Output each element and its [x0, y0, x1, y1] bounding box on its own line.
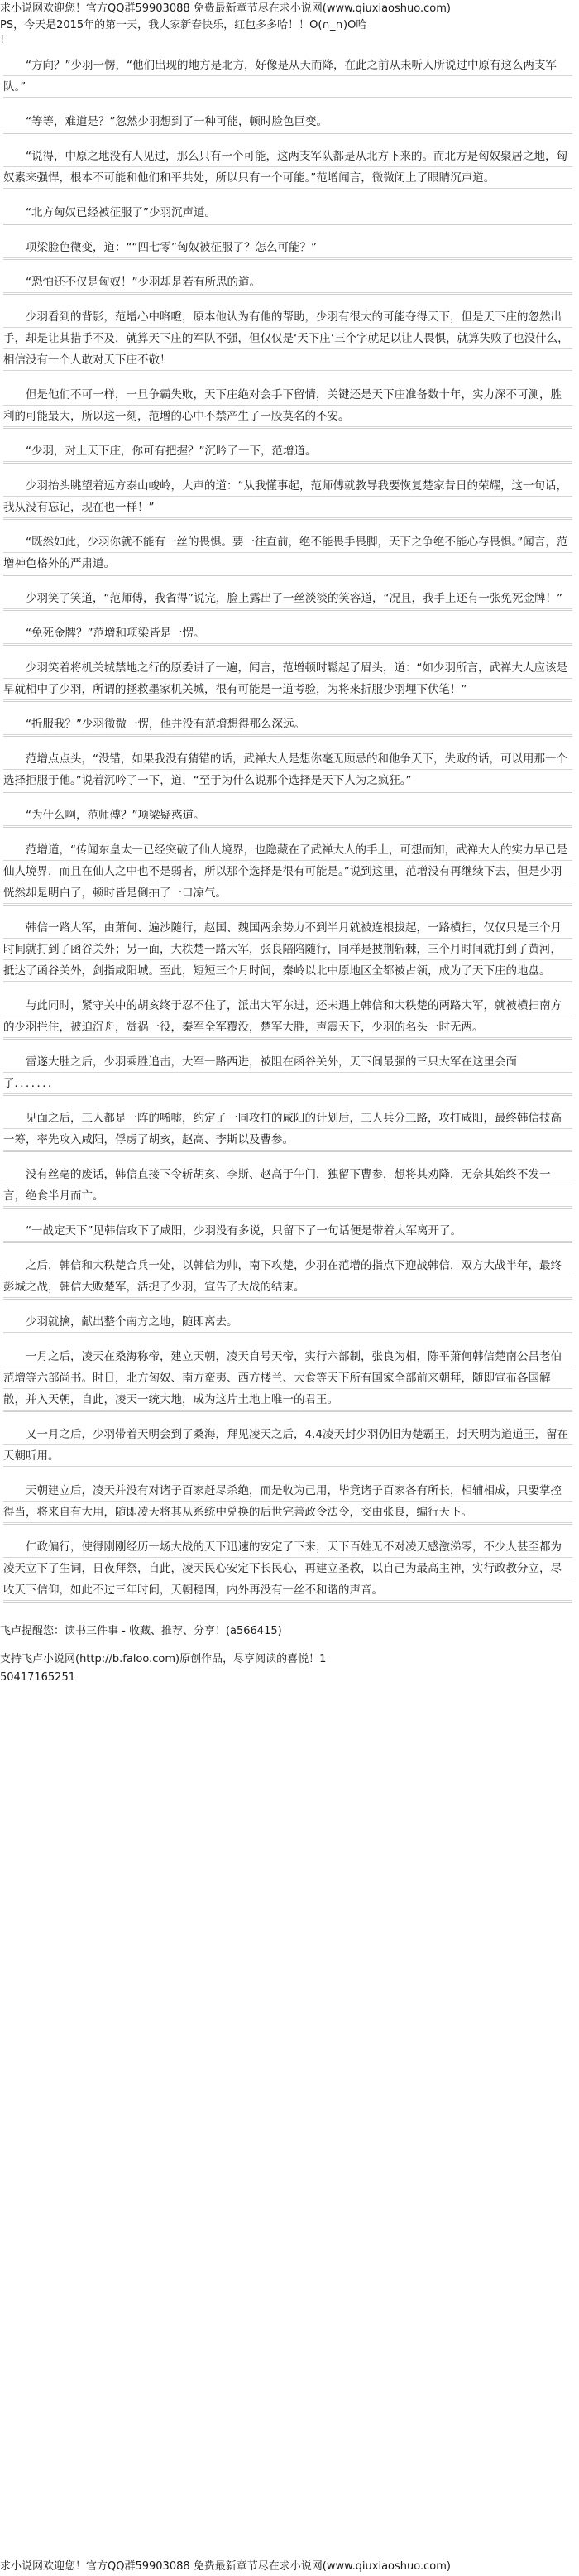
chapter-id: 50417165251: [0, 1671, 75, 1684]
paragraph: 见面之后，三人都是一阵的唏嘘，约定了一同攻打的咸阳的计划后，三人兵分三路，攻打咸阳，最终韩信技高一筹，率先攻入咸阳，俘虏了胡亥，赵高、李斯以及曹参。: [3, 1108, 572, 1152]
paragraph: 又一月之后，少羽带着天明会到了桑海，拜见凌天之后，4.4凌天封少羽仍旧为楚霸王，封天明为道道王，留在天朝听用。: [3, 1424, 572, 1468]
paragraph: “为什么啊，范师傅？”项梁疑惑道。: [3, 805, 572, 828]
paragraph: 范增道，“传闻东皇太一已经突破了仙人境界，也隐藏在了武禅大人的手上，可想而知，武禅大人的实力早已是仙人境界，而且在仙人之中也不是弱者，所以那个选择是很有可能是。”说到这里，范增没有再继续下去，但是少羽恍然却是明白了，顿时皆是倒抽了一口凉气。: [3, 839, 572, 906]
paragraph: “说得，中原之地没有人见过，那么只有一个可能，这两支军队都是从北方下来的。而北方是匈奴聚居之地，匈奴素来强悍，根本不可能和他们和平共处，所以只有一个可能。”范增闻言，微微闭上了眼睛沉声道。: [3, 146, 572, 190]
note-mark: !: [0, 34, 5, 46]
paragraph: 范增点点头，“没错，如果我没有猜错的话，武禅大人是想你毫无顾忌的和他争天下，失败的话，可以用那一个选择拒服于他。”说着沉吟了一下，道，“至于为什么说那个选择是天下人为之疯狂。”: [3, 748, 572, 793]
paragraph: “既然如此，少羽你就不能有一丝的畏惧。要一往直前，绝不能畏手畏脚，天下之争绝不能心存畏惧。”闻言，范增神色格外的严肃道。: [3, 531, 572, 576]
paragraph: 一月之后，凌天在桑海称帝，建立天朝，凌天自号天帝，实行六部制，张良为相，陈平萧何韩信楚南公吕老伯范增等六部尚书。时日，北方匈奴、南方蛮夷、西方楼兰、大食等天下所有国家全部前来朝拜，随即宣布各国解散，并入天朝，自此，凌天一统大地，成为这片土地上唯一的君王。: [3, 1346, 572, 1412]
paragraph: “免死金牌？”范增和项梁皆是一愣。: [3, 622, 572, 646]
paragraph: 仁政偏行，使得刚刚经历一场大战的天下迅速的安定了下来，天下百姓无不对凌天感激涕零，不少人甚至都为凌天立下了生词，日夜拜祭，自此，凌天民心安定下长民心，再建立圣教，以自己为最高主神，实行政教分立，尽收天下信仰，如此不过三年时间，天朝稳固，内外再没有一丝不和谐的声音。: [3, 1536, 572, 1603]
support-line[interactable]: 支持飞卢小说网(http://b.faloo.com)原创作品，尽享阅读的喜悦！1: [0, 1653, 327, 1665]
paragraph: 天朝建立后，凌天并没有对诸子百家赶尽杀绝，而是收为己用，毕竟诸子百家各有所长，相辅相成，只要掌控得当，将来自有大用，随即凌天将其从系统中兑换的后世完善政令法令，交由张良，编行天下。: [3, 1480, 572, 1525]
paragraph: 与此同时，紧守关中的胡亥终于忍不住了，派出大军东进，还未遇上韩信和大秩楚的两路大军，就被横扫南方的少羽拦住，被迫沉舟，赏祸一役，秦军全军覆没，楚军大胜，声震天下，少羽的名头一时无两。: [3, 995, 572, 1040]
paragraph: 雷遂大胜之后，少羽乘胜追击，大军一路西进，被阻在函谷关外，天下间最强的三只大军在这里会面了．．．．．．．: [3, 1051, 572, 1096]
paragraph: 少羽就擒，献出整个南方之地，随即离去。: [3, 1311, 572, 1334]
paragraph: “一战定天下”见韩信攻下了咸阳，少羽没有多说，只留下了一句话便是带着大军离开了。: [3, 1220, 572, 1243]
paragraph: “恐怕还不仅是匈奴！”少羽却是若有所思的道。: [3, 272, 572, 295]
paragraph: “少羽，对上天下庄，你可有把握？”沉吟了一下，范增道。: [3, 440, 572, 464]
paragraph: “方向？”少羽一愣，“他们出现的地方是北方，好像是从天而降，在此之前从未听人所说过中原有这么两支军队。”: [3, 55, 572, 99]
paragraph: 少羽看到的背影，范增心中咯噔，原本他认为有他的帮助，少羽有很大的可能夺得天下，但是天下庄的忽然出手，却是让其措手不及，就算天下庄的军队不强，但仅仅是‘天下庄’三个字就足以让人畏惧，就算失败了也没什么，相信没有一个人敢对天下庄不敬！: [3, 306, 572, 372]
site-banner-top: 求小说网欢迎您！官方QQ群59903088 免费最新章节尽在求小说网(www.qiuxiaoshuo.com): [0, 2, 451, 15]
paragraph: 项梁脸色微变，道：““四七零”匈奴被征服了？怎么可能？”: [3, 237, 572, 260]
paragraph: “等等，难道是？”忽然少羽想到了一种可能，顿时脸色巨变。: [3, 111, 572, 134]
paragraph: 韩信一路大军，由萧何、遍沙随行，赵国、魏国两余势力不到半月就被连根拔起，一路横扫，仅仅只是三个月时间就打到了函谷关外；另一面，大秩楚一路大军，张良陪陪随行，同样是披荆斩棘，三个月时间就打到了黄河，抵达了函谷关外，剑指咸阳城。至此，短短三个月时间，秦岭以北中原地区全都被占领，成为了天下庄的地盘。: [3, 917, 572, 983]
paragraph: 少羽笑着将机关城禁地之行的原委讲了一遍，闻言，范增顿时鬆起了眉头，道：“如少羽所言，武禅大人应该是早就相中了少羽，所谓的拯救墨家机关城，很有可能是一道考验，为将来折服少羽埋下伏笔！”: [3, 657, 572, 702]
paragraph: 没有丝毫的废话，韩信直接下令斩胡亥、李斯、赵高于午门，独留下曹参，想将其劝降，无奈其始终不发一言，绝食半月而亡。: [3, 1164, 572, 1209]
paragraph: 之后，韩信和大秩楚合兵一处，以韩信为帅，南下攻楚，少羽在范增的指点下迎战韩信，双方大战半年，最终彭城之战，韩信大败楚军，活捉了少羽，宣告了大战的结束。: [3, 1255, 572, 1300]
paragraph: 但是他们不可一样，一旦争霸失败，天下庄绝对会手下留情，关键还是天下庄准备数十年，实力深不可测，胜利的可能最大，所以这一刻，范增的心中不禁产生了一股莫名的不安。: [3, 384, 572, 429]
paragraph: “折服我？”少羽微微一愣，他并没有范增想得那么深远。: [3, 714, 572, 737]
author-note: PS，今天是2015年的第一天，我大家新春快乐，红包多多哈！！O(∩_∩)O哈: [0, 19, 367, 31]
paragraph: “北方匈奴已经被征服了”少羽沉声道。: [3, 202, 572, 225]
paragraph: 少羽抬头眺望着远方泰山峻岭，大声的道：“从我懂事起，范师傅就教导我要恢复楚家昔日的荣耀，这一句话，我从没有忘记，现在也一样！”: [3, 475, 572, 520]
promo-line: 飞卢提醒您：读书三件事 - 收藏、推荐、分享！(a566415): [0, 1625, 282, 1637]
site-banner-bottom: 求小说网欢迎您！官方QQ群59903088 免费最新章节尽在求小说网(www.qiuxiaoshuo.com): [0, 2560, 451, 2573]
paragraph: 少羽笑了笑道，“范师傅，我省得”说完，脸上露出了一丝淡淡的笑容道，“况且，我手上还有一张免死金牌！”: [3, 588, 572, 611]
